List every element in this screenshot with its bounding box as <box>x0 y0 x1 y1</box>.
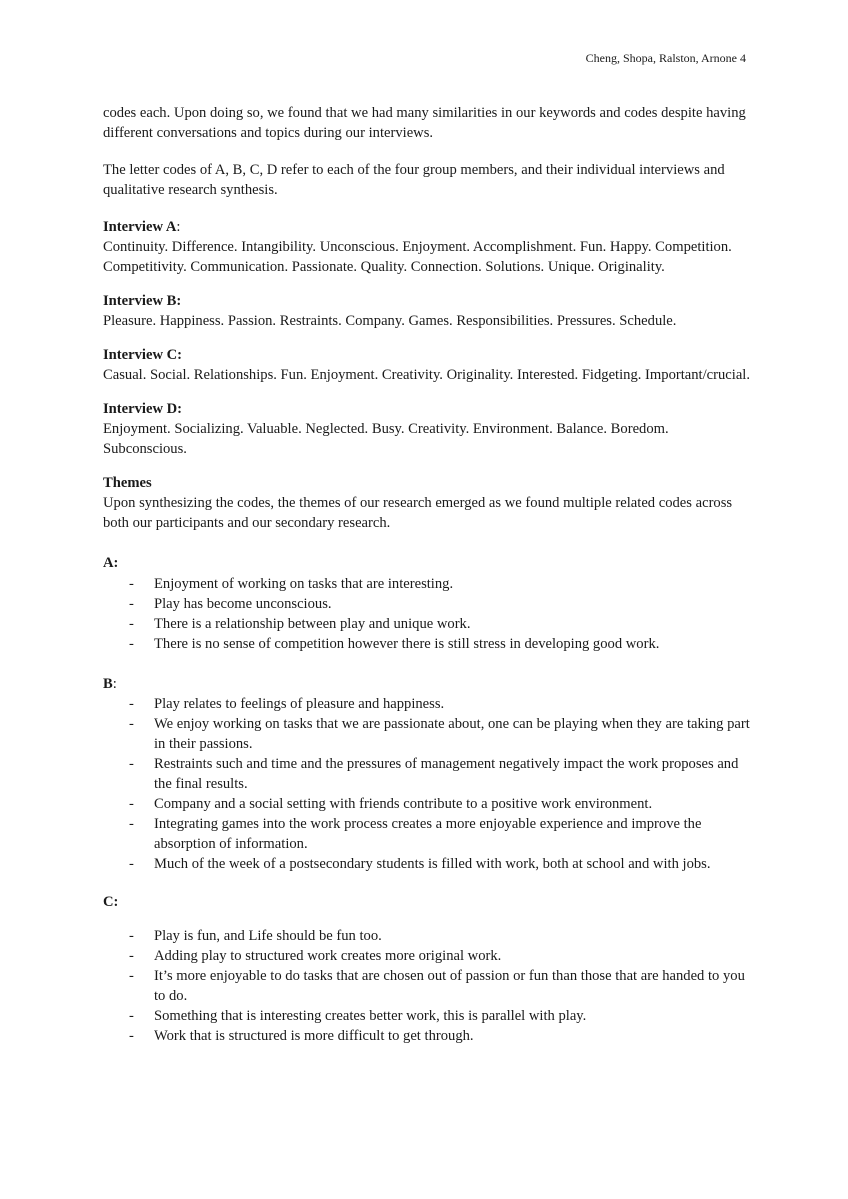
interview-b-block <box>103 291 751 331</box>
section-a-label: A: <box>103 555 119 571</box>
interview-a-block <box>103 217 751 277</box>
dash-bullet: - <box>129 596 134 612</box>
interview-b-heading: Interview B: <box>103 293 182 309</box>
section-c <box>103 892 751 1046</box>
themes-heading: Themes <box>103 475 152 491</box>
list-item: - There is no sense of competition however there is still stress in developing good work. <box>129 636 660 652</box>
dash-bullet: - <box>129 1008 134 1024</box>
list-item: - There is a relationship between play and unique work. <box>129 616 471 632</box>
interview-c-heading: Interview C: <box>103 347 183 363</box>
dash-bullet: - <box>129 928 134 944</box>
page-body <box>103 103 751 1046</box>
dash-bullet: - <box>129 856 134 872</box>
running-header: Cheng, Shopa, Ralston, Arnone 4 <box>585 51 746 65</box>
dash-bullet: - <box>129 756 134 772</box>
dash-bullet: - <box>129 636 134 652</box>
list-item: - Integrating games into the work process creates a more enjoyable experience and improve the absorption of information. <box>129 816 702 852</box>
dash-bullet: - <box>129 696 134 712</box>
section-a-list <box>103 574 751 654</box>
interview-d-codes: Enjoyment. Socializing. Valuable. Neglected. Busy. Creativity. Environment. Balance. Boredom. Subconscious. <box>103 421 669 457</box>
list-item: - Play has become unconscious. <box>129 596 332 612</box>
dash-bullet: - <box>129 948 134 964</box>
list-item: - Something that is interesting creates better work, this is parallel with play. <box>129 1008 587 1024</box>
list-item: - Much of the week of a postsecondary students is filled with work, both at school and with jobs. <box>129 856 711 872</box>
list-item: - Work that is structured is more difficult to get through. <box>129 1028 474 1044</box>
list-item: - We enjoy working on tasks that we are passionate about, one can be playing when they are taking part in their passions. <box>129 716 750 752</box>
dash-bullet: - <box>129 576 134 592</box>
dash-bullet: - <box>129 616 134 632</box>
interview-d-block <box>103 399 751 459</box>
interview-c-block <box>103 345 751 385</box>
list-item: - Restraints such and time and the pressures of management negatively impact the work proposes and the final results. <box>129 756 739 792</box>
dash-bullet: - <box>129 1028 134 1044</box>
list-item: - Adding play to structured work creates more original work. <box>129 948 502 964</box>
interview-c-codes: Casual. Social. Relationships. Fun. Enjoyment. Creativity. Originality. Interested. Fidgeting. Important/crucial. <box>103 367 751 383</box>
intro-paragraph-1: codes each. Upon doing so, we found that we had many similarities in our keywords and codes despite having different conversations and topics during our interviews. <box>103 105 746 141</box>
list-item: - It’s more enjoyable to do tasks that are chosen out of passion or fun than those that are handed to you to do. <box>129 968 745 1004</box>
interview-a-codes: Continuity. Difference. Intangibility. Unconscious. Enjoyment. Accomplishment. Fun. Happy. Competition. Competitivity. Communication. Passionate. Quality. Connection. Solutions. Unique. Originality. <box>103 239 732 275</box>
themes-block <box>103 473 751 533</box>
section-b <box>103 674 751 874</box>
dash-bullet: - <box>129 716 134 732</box>
section-b-label: B: <box>103 676 117 692</box>
dash-bullet: - <box>129 968 134 984</box>
interview-a-heading: Interview A: <box>103 219 181 235</box>
interview-d-heading: Interview D: <box>103 401 183 417</box>
section-c-label: C: <box>103 894 119 910</box>
list-item: - Company and a social setting with friends contribute to a positive work environment. <box>129 796 653 812</box>
themes-intro: Upon synthesizing the codes, the themes of our research emerged as we found multiple related codes across both our participants and our secondary research. <box>103 495 733 531</box>
list-item: - Play is fun, and Life should be fun too. <box>129 928 382 944</box>
section-b-list <box>103 694 751 874</box>
section-c-list <box>103 926 751 1046</box>
interview-b-codes: Pleasure. Happiness. Passion. Restraints. Company. Games. Responsibilities. Pressures. Schedule. <box>103 313 677 329</box>
section-a <box>103 553 751 654</box>
dash-bullet: - <box>129 796 134 812</box>
intro-paragraph-2: The letter codes of A, B, C, D refer to each of the four group members, and their individual interviews and qualitative research synthesis. <box>103 162 725 198</box>
list-item: - Play relates to feelings of pleasure and happiness. <box>129 696 445 712</box>
list-item: - Enjoyment of working on tasks that are interesting. <box>129 576 454 592</box>
dash-bullet: - <box>129 816 134 832</box>
